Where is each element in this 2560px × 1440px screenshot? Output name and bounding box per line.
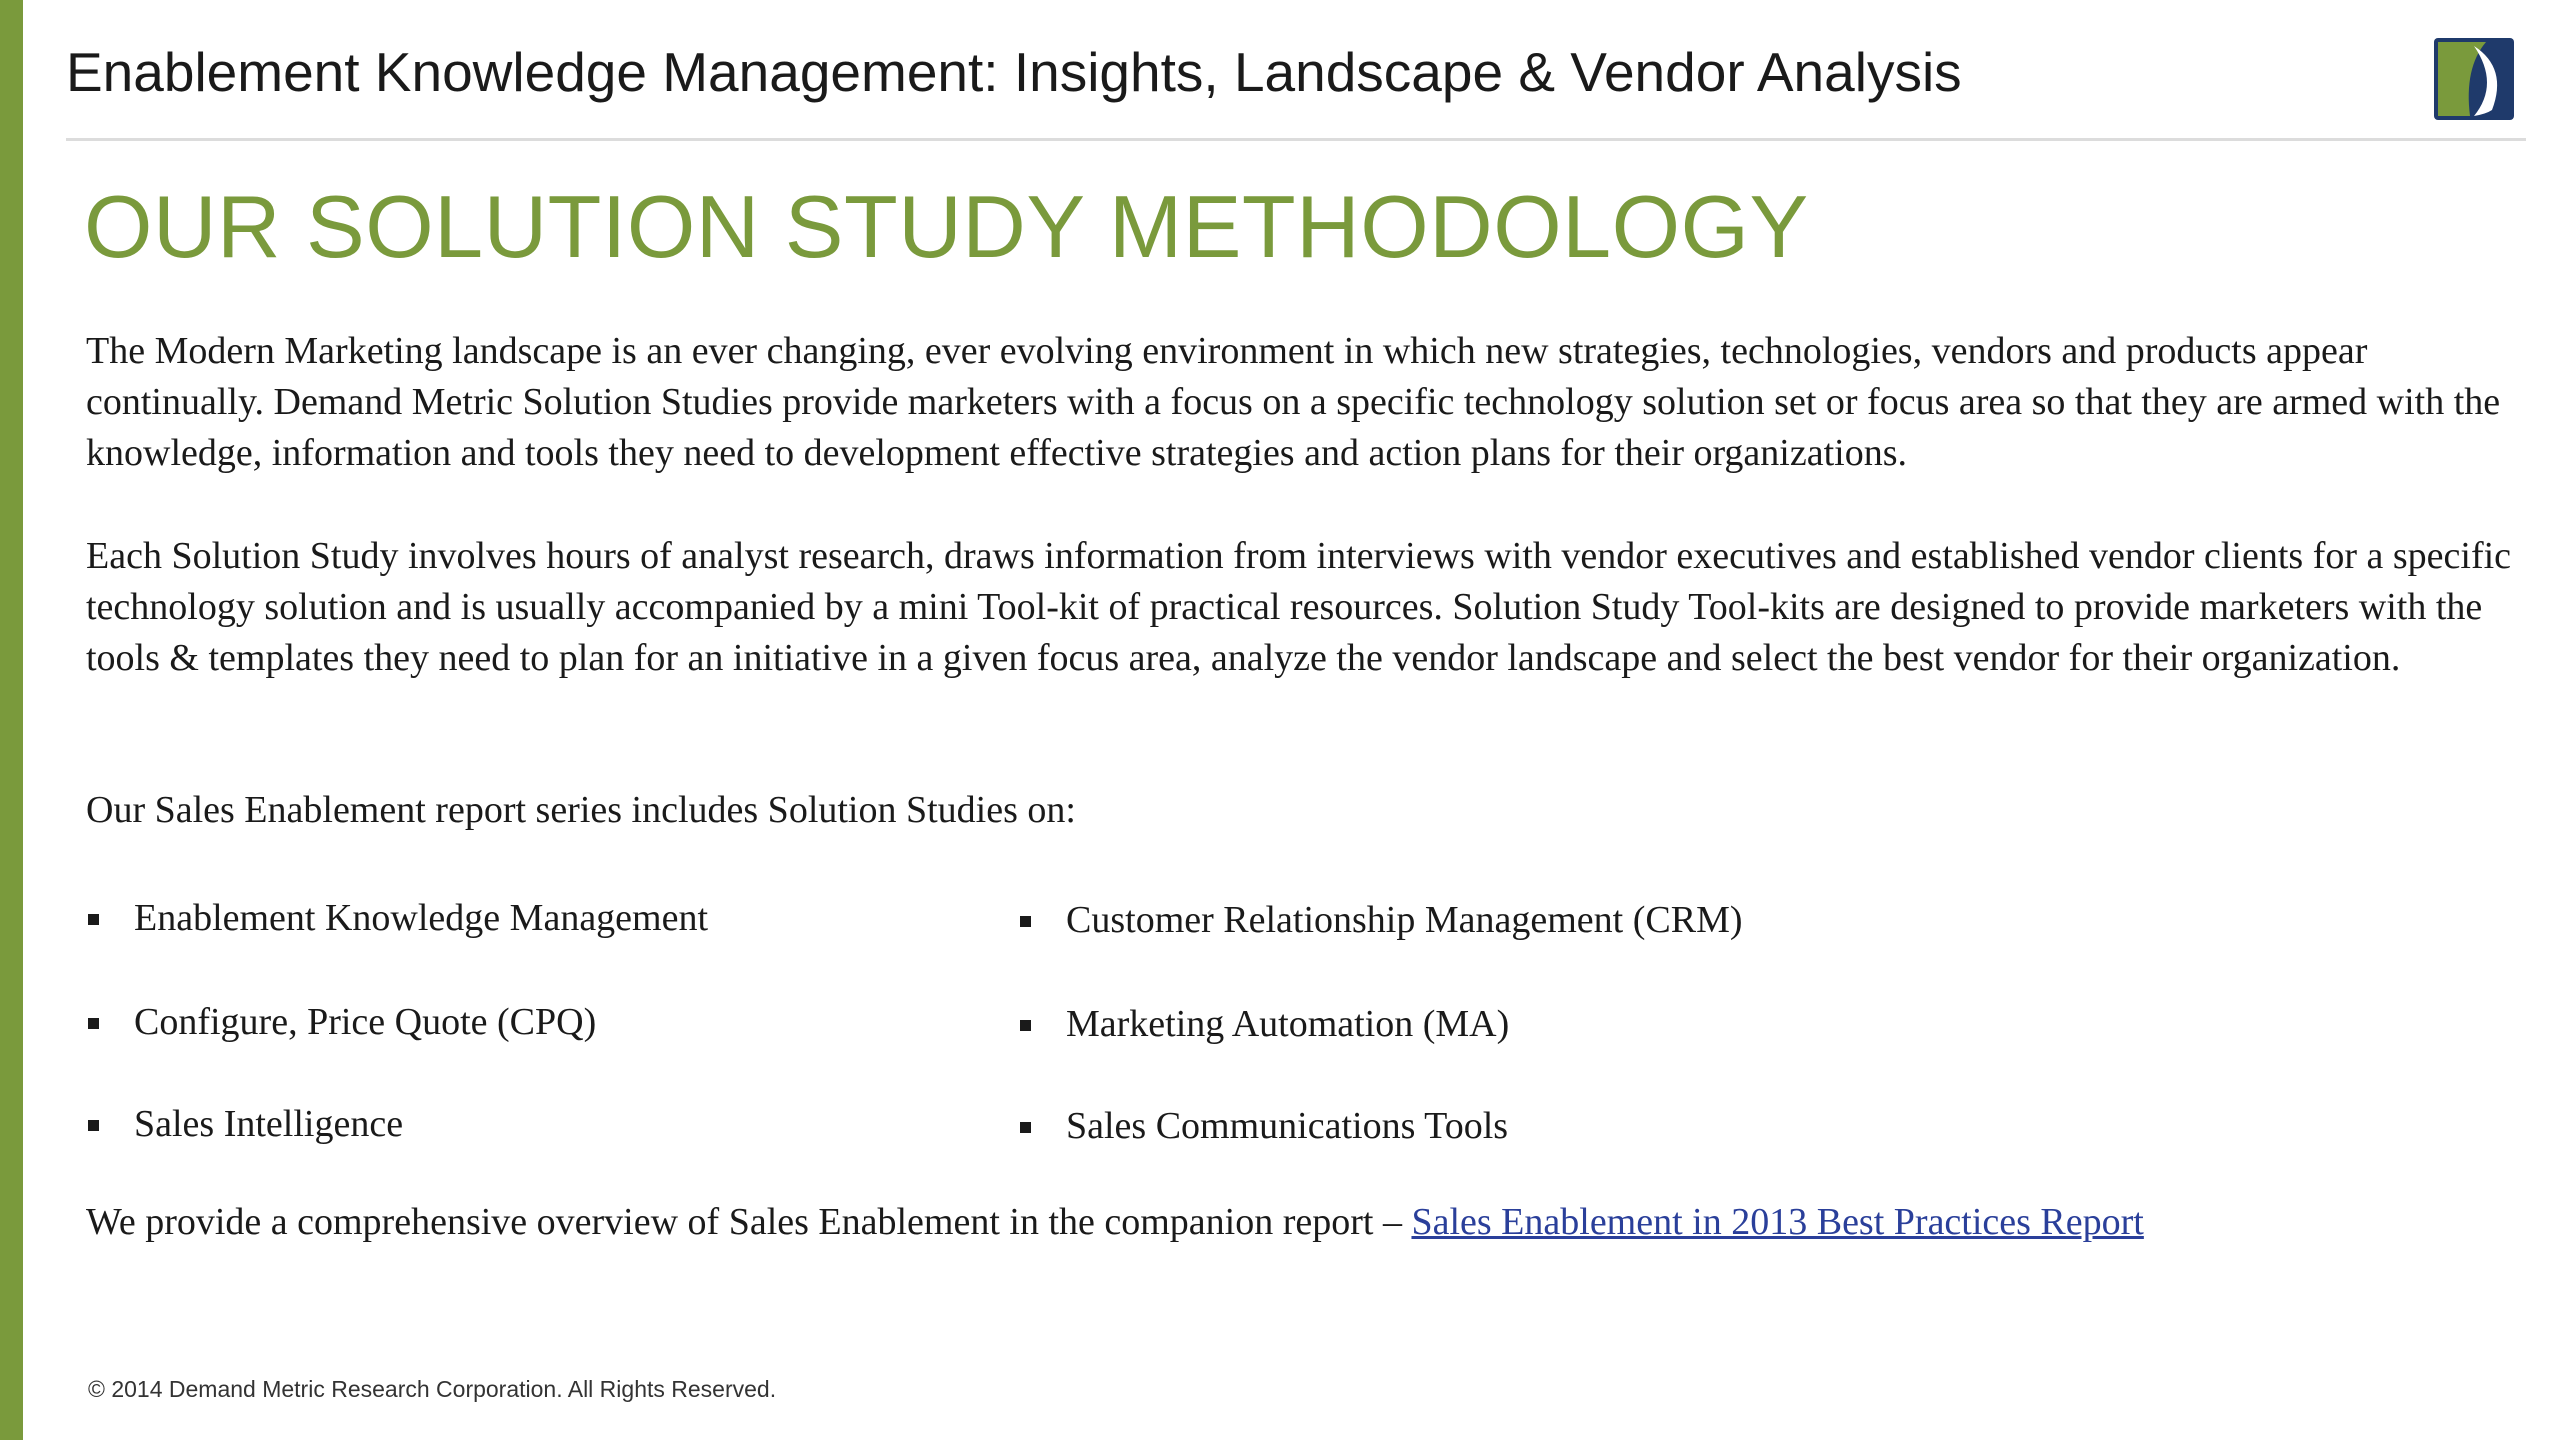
companion-report-line — [86, 1200, 2144, 1244]
page-title: OUR SOLUTION STUDY METHODOLOGY — [84, 177, 1809, 276]
header-title: Enablement Knowledge Management: Insights, Landscape & Vendor Analysis — [66, 41, 1962, 103]
list-item-label: Marketing Automation (MA) — [1066, 1003, 1510, 1045]
bullet-icon — [1020, 916, 1031, 927]
list-item-label: Sales Communications Tools — [1066, 1105, 1509, 1147]
bullet-icon — [88, 1018, 99, 1029]
bullet-icon — [1020, 1020, 1031, 1031]
bullet-icon — [1020, 1122, 1031, 1133]
list-item-label: Configure, Price Quote (CPQ) — [134, 1001, 597, 1043]
demand-metric-logo-icon — [2434, 38, 2514, 120]
companion-text: We provide a comprehensive overview of Sales Enablement in the companion report – — [86, 1201, 1412, 1243]
paragraph-methodology: Each Solution Study involves hours of analyst research, draws information from interviews with vendor executives and established vendor clients for a specific technology solution and is usually accompanied by a mini Tool-kit of practical resources. Solution Study Tool-kits are designed to provide marketers with the tools & templates they need to plan for an initiative in a given focus area, analyze the vendor landscape and select the best vendor for their organization. — [86, 535, 2512, 679]
list-item-label: Sales Intelligence — [134, 1103, 404, 1145]
header-divider — [66, 138, 2526, 141]
bullet-icon — [88, 914, 99, 925]
companion-report-link[interactable]: Sales Enablement in 2013 Best Practices Report — [1411, 1201, 2144, 1243]
paragraph-intro: The Modern Marketing landscape is an ever changing, ever evolving environment in which new strategies, technologies, vendors and products appear continually. Demand Metric Solution Studies provide marketers with a focus on a specific technology solution set or focus area so that they are armed with the knowledge, information and tools they need to development effective strategies and action plans for their organizations. — [86, 330, 2501, 474]
list-item-label: Enablement Knowledge Management — [134, 897, 709, 939]
bullet-icon — [88, 1120, 99, 1131]
footer-copyright: © 2014 Demand Metric Research Corporation. All Rights Reserved. — [88, 1376, 777, 1402]
body-text — [86, 326, 2516, 736]
left-accent-bar — [0, 0, 23, 1440]
list-item-label: Customer Relationship Management (CRM) — [1066, 899, 1743, 941]
series-intro: Our Sales Enablement report series includes Solution Studies on: — [86, 789, 1076, 831]
